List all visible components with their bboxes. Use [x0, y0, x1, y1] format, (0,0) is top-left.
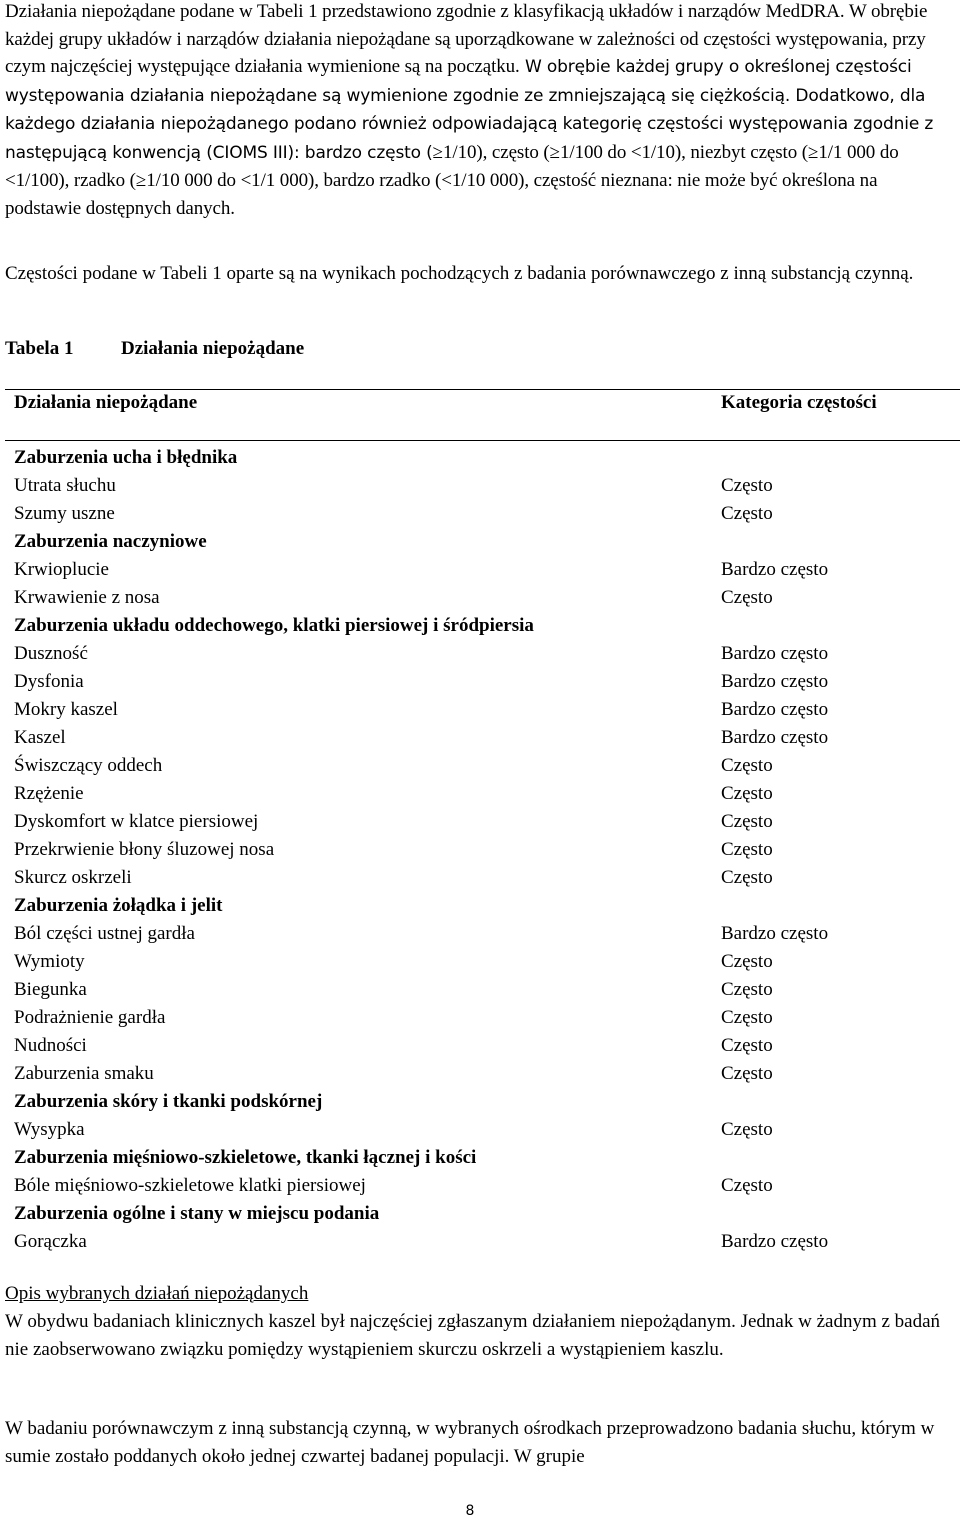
- intro-text-g: 1/10 000 do <1/1 000), bardzo rzadko (<1/10 000), częstość nieznana: nie może być określona na podstawie dostępnych danych.: [5, 170, 878, 219]
- table-header-rule: [5, 440, 960, 441]
- adverse-reaction-name: Wysypka: [14, 1119, 85, 1140]
- adverse-reaction-name: Utrata słuchu: [14, 475, 116, 496]
- table-row: [0, 1060, 960, 1088]
- hearing-paragraph: W badaniu porównawczym z inną substancją czynną, w wybranych ośrodkach przeprowadzono badania słuchu, którym w sumie zostało poddanych około jednej czwartej badanej populacji. W grupie: [5, 1418, 935, 1467]
- table-group-row: [0, 1200, 960, 1228]
- table-group-row: [0, 1088, 960, 1116]
- frequency-category: Często: [721, 587, 773, 608]
- table-row: [0, 808, 960, 836]
- table-row: [0, 1032, 960, 1060]
- adverse-reaction-name: Nudności: [14, 1035, 87, 1056]
- adverse-reaction-name: Bóle mięśniowo-szkieletowe klatki piersiowej: [14, 1175, 366, 1196]
- adverse-reaction-name: Wymioty: [14, 951, 85, 972]
- adverse-reaction-name: Duszność: [14, 643, 88, 664]
- table-row: [0, 864, 960, 892]
- table-group-row: [0, 612, 960, 640]
- table-body: [0, 444, 960, 1256]
- page-number: 8: [465, 1503, 475, 1519]
- adverse-reaction-name: Rzężenie: [14, 783, 84, 804]
- table-number: Tabela 1: [5, 338, 74, 359]
- table-row: [0, 1004, 960, 1032]
- table-row: [0, 584, 960, 612]
- intro-text-c: Dodatkowo, dla każdego działania niepożądanego podano również odpowiadającą kategorię częstości występowania zgodnie z następującą konwencją (CIOMS III): bardzo często (: [5, 85, 934, 163]
- soc-group-label: Zaburzenia skóry i tkanki podskórnej: [14, 1091, 323, 1112]
- frequency-source-paragraph: Częstości podane w Tabeli 1 oparte są na wynikach pochodzących z badania porównawczego z inną substancją czynną.: [5, 263, 914, 284]
- frequency-category: Często: [721, 867, 773, 888]
- adverse-reaction-name: Dyskomfort w klatce piersiowej: [14, 811, 259, 832]
- soc-group-label: Zaburzenia żołądka i jelit: [14, 895, 223, 916]
- frequency-category: Bardzo często: [721, 727, 829, 748]
- soc-group-label: Zaburzenia ogólne i stany w miejscu podania: [14, 1203, 380, 1224]
- table-row: [0, 836, 960, 864]
- adverse-reaction-name: Skurcz oskrzeli: [14, 867, 132, 888]
- table-row: [0, 696, 960, 724]
- frequency-category: Bardzo często: [721, 923, 829, 944]
- geq-symbol: ≥: [135, 170, 147, 191]
- intro-paragraph: [5, 0, 955, 222]
- adverse-reaction-name: Dysfonia: [14, 671, 84, 692]
- table-row: [0, 1172, 960, 1200]
- frequency-category: Bardzo często: [721, 671, 829, 692]
- table-group-row: [0, 528, 960, 556]
- intro-text-e: 1/100 do <1/10), niezbyt często (: [559, 141, 809, 163]
- table-row: [0, 1116, 960, 1144]
- frequency-category: Często: [721, 979, 773, 1000]
- cough-paragraph: W obydwu badaniach klinicznych kaszel był najczęściej zgłaszanym działaniem niepożądanym. Jednak w żadnym z badań nie zaobserwowano związku pomiędzy wystąpieniem skurczu oskrzeli a wystąpieniem kaszlu.: [5, 1311, 941, 1360]
- adverse-reaction-name: Podrażnienie gardła: [14, 1007, 166, 1028]
- table-group-row: [0, 444, 960, 472]
- table-row: [0, 640, 960, 668]
- table-row: [0, 668, 960, 696]
- adverse-reaction-name: Krwawienie z nosa: [14, 587, 160, 608]
- soc-group-label: Zaburzenia ucha i błędnika: [14, 447, 238, 468]
- geq-symbol: ≥: [432, 141, 443, 163]
- frequency-category: Bardzo często: [721, 559, 829, 580]
- column-header-frequency: Kategoria częstości: [721, 392, 877, 413]
- frequency-category: Często: [721, 1007, 773, 1028]
- intro-text-b: W obrębie każdej grupy o określonej częstości występowania działania niepożądane są wymienione zgodnie ze zmniejszającą się ciężkością.: [5, 57, 912, 106]
- table-group-row: [0, 1144, 960, 1172]
- table-row: [0, 780, 960, 808]
- soc-group-label: Zaburzenia układu oddechowego, klatki piersiowej i śródpiersia: [14, 615, 534, 636]
- frequency-category: Często: [721, 475, 773, 496]
- frequency-category: Często: [721, 811, 773, 832]
- table-row: [0, 948, 960, 976]
- soc-group-label: Zaburzenia mięśniowo-szkieletowe, tkanki łącznej i kości: [14, 1147, 477, 1168]
- geq-symbol: ≥: [808, 141, 819, 163]
- frequency-category: Często: [721, 503, 773, 524]
- section-title: Opis wybranych działań niepożądanych: [5, 1283, 309, 1304]
- geq-symbol: ≥: [549, 141, 560, 163]
- frequency-category: Często: [721, 755, 773, 776]
- table-row: [0, 724, 960, 752]
- table-row: [0, 556, 960, 584]
- intro-text-f: 1/1 000 do <1/100), rzadko (: [5, 141, 899, 191]
- frequency-category: Często: [721, 1035, 773, 1056]
- frequency-category: Często: [721, 783, 773, 804]
- adverse-reaction-name: Świszczący oddech: [14, 755, 163, 776]
- frequency-category: Często: [721, 839, 773, 860]
- table-row: [0, 976, 960, 1004]
- adverse-reaction-name: Kaszel: [14, 727, 66, 748]
- table-caption: [5, 338, 304, 360]
- table-top-rule: [5, 389, 960, 390]
- soc-group-label: Zaburzenia naczyniowe: [14, 531, 207, 552]
- table-row: [0, 752, 960, 780]
- table-group-row: [0, 892, 960, 920]
- frequency-category: Często: [721, 951, 773, 972]
- frequency-category: Często: [721, 1063, 773, 1084]
- adverse-reaction-name: Biegunka: [14, 979, 87, 1000]
- column-header-adverse-reactions: Działania niepożądane: [14, 392, 198, 413]
- adverse-reaction-name: Gorączka: [14, 1231, 87, 1252]
- adverse-reaction-name: Krwioplucie: [14, 559, 109, 580]
- frequency-category: Często: [721, 1119, 773, 1140]
- intro-text-d: 1/10), często (: [443, 141, 550, 163]
- table-title: Działania niepożądane: [121, 338, 305, 359]
- table-row: [0, 500, 960, 528]
- adverse-reaction-name: Mokry kaszel: [14, 699, 118, 720]
- intro-text-a: Działania niepożądane podane w Tabeli 1 przedstawiono zgodnie z klasyfikacją układów i narządów MedDRA. W obrębie każdej grupy układów i narządów działania niepożądane są uporządkowane w zależności od częstości występowania, przy czym najczęściej występujące działania wymienione są na początku.: [5, 1, 928, 77]
- table-row: [0, 472, 960, 500]
- adverse-reaction-name: Przekrwienie błony śluzowej nosa: [14, 839, 275, 860]
- table-row: [0, 920, 960, 948]
- frequency-category: Często: [721, 1175, 773, 1196]
- frequency-category: Bardzo często: [721, 699, 829, 720]
- adverse-reaction-name: Zaburzenia smaku: [14, 1063, 154, 1084]
- frequency-category: Bardzo często: [721, 643, 829, 664]
- adverse-reaction-name: Szumy uszne: [14, 503, 115, 524]
- adverse-reaction-name: Ból części ustnej gardła: [14, 923, 195, 944]
- frequency-category: Bardzo często: [721, 1231, 829, 1252]
- table-row: [0, 1228, 960, 1256]
